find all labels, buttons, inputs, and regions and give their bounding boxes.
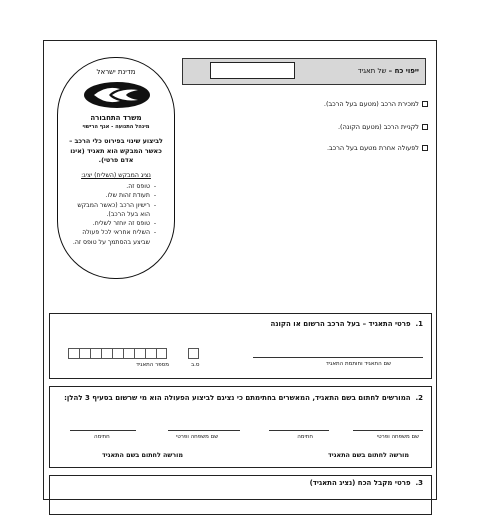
option-label: למכירת הרכב (מטעם בעל הרכב). [323, 100, 419, 108]
section-number: 1. [415, 320, 423, 328]
requirements-heading: נציג המבקש (השליח) יציג: [81, 172, 151, 179]
section-number: 2. [415, 394, 423, 402]
section-title: פרטי התאגיד – בעל הרכב הרשום או הקונה [270, 320, 411, 328]
section-authorized-signers [49, 386, 432, 468]
signer-1-name-field[interactable] [353, 430, 423, 431]
corporation-name-field[interactable] [253, 357, 423, 358]
requirement-item: - השליח אחראי לכל פעולה שביצע בהסתמך על טופס זה. [68, 228, 150, 247]
form-header [182, 58, 426, 85]
check-digit-label: ס.ב [191, 362, 200, 368]
checkbox[interactable] [422, 101, 428, 107]
state-name: מדינת ישראל [96, 68, 136, 76]
digit-box[interactable] [145, 348, 156, 359]
section-title: פרטי מקבל הכח (נציג התאגיד) [309, 479, 411, 487]
form-purpose: לביצוע שינוי בפירוט כלי הרכב – כאשר המבקש הוא תאגיד (אינו אדם פרטי). [69, 137, 163, 165]
form-page [43, 40, 437, 500]
section-number: 3. [415, 479, 423, 487]
signer-2-signature-field[interactable] [70, 430, 136, 431]
checkbox[interactable] [422, 124, 428, 130]
option-label: לקניית הרכב (מטעם הקונה). [337, 123, 419, 131]
corporation-id-boxes[interactable] [68, 348, 178, 359]
form-title-bold: ייפוי כח – [388, 67, 419, 75]
digit-box[interactable] [68, 348, 79, 359]
signer-1-signature-label: חתימה [297, 434, 313, 440]
checkbox[interactable] [422, 145, 428, 151]
vehicle-number-field[interactable] [210, 62, 295, 79]
signer-2-caption: מורשה לחתום בשם התאגיד [102, 451, 183, 459]
section-2-title [58, 393, 423, 404]
check-digit-box[interactable] [188, 348, 199, 359]
section-corporation-details [49, 313, 432, 379]
ministry-name: משרד התחבורה [90, 114, 142, 122]
requirement-item: - טופס זה. [68, 182, 150, 191]
digit-box[interactable] [101, 348, 112, 359]
option-label: לפעולה אחרת מטעם בעל הרכב. [326, 144, 419, 152]
section-3-title [310, 479, 423, 487]
signer-1-signature-field[interactable] [269, 430, 329, 431]
requirements-list [68, 182, 160, 247]
signer-2-signature-label: חתימה [94, 434, 110, 440]
corporation-name-label: שם התאגיד וחותמת התאגיד [325, 361, 391, 367]
digit-box[interactable] [123, 348, 134, 359]
digit-box[interactable] [156, 348, 167, 359]
section-1-title [271, 320, 423, 328]
option-sell-vehicle[interactable] [324, 100, 428, 108]
ministry-logo-icon [82, 80, 152, 110]
digit-box[interactable] [134, 348, 145, 359]
option-other-action[interactable] [327, 144, 428, 152]
form-title [358, 67, 419, 75]
requirement-item: - טופס זה יוחזר לשליח. [68, 219, 150, 228]
requirement-item: - רישיון הרכב (כאשר המבקש הוא בעל הרכב). [68, 201, 150, 220]
digit-box[interactable] [90, 348, 101, 359]
signer-2-name-label: שם משפחה ופרטי [176, 434, 219, 440]
requirement-item: - תעודת זהות שלו. [68, 191, 150, 200]
signer-1-name-label: שם משפחה ופרטי [376, 434, 419, 440]
form-title-rest: של תאגיד [357, 67, 389, 75]
digit-box[interactable] [112, 348, 123, 359]
ministry-info-panel [57, 57, 175, 279]
option-buy-vehicle[interactable] [338, 123, 428, 131]
signer-1-caption: מורשה לחתום בשם התאגיד [328, 451, 409, 459]
corporation-id-label: מספר התאגיד [136, 362, 169, 368]
section-representative-details [49, 475, 432, 515]
section-title: המורשים לחתום בשם התאגיד, המאשרים בחתימתם כי נציגם לביצוע הפעולה הוא מי שרשום בסעיף 3 להלן: [64, 394, 411, 402]
division-name: מינהל התנועה - אגף הרישוי [82, 124, 150, 130]
digit-box[interactable] [79, 348, 90, 359]
signer-2-name-field[interactable] [168, 430, 240, 431]
